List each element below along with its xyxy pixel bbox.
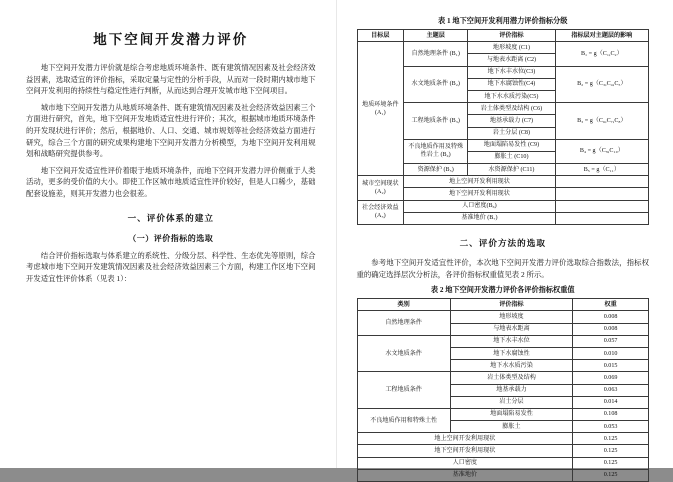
table1-indicator: 地上空间开发利用现状: [404, 176, 556, 188]
table1-effect-blank: [555, 200, 648, 212]
table1-effect: B₅ = g（C₁₁）: [555, 164, 648, 176]
body-paragraph: 结合评价指标选取与体系建立的系统性、分级分层、科学性、生态优先等原则，综合考虑城市地下空间开发建筑情况因素及社会经济效益因素三个方面，构建工作区地下空间开发适宜性评价体系（见表 1）：: [26, 250, 316, 285]
table1-goal-urban: 城市空间现状 (A₂): [357, 176, 404, 200]
table-row: [357, 299, 649, 311]
table2-indicator: 地下空间开发利用现状: [357, 445, 573, 457]
table2-indicator: 地下水水质污染: [450, 360, 572, 372]
table2-indicator: 膨胀土: [450, 421, 572, 433]
table2-indicator: 地形坡度: [450, 311, 572, 323]
table1-caption: 表 1 地下空间开发利用潜力评价指标分级: [357, 16, 650, 26]
table2-weight: 0.010: [573, 347, 649, 359]
table2-header-indicator: 评价指标: [450, 299, 572, 311]
table2-weight: 0.063: [573, 384, 649, 396]
table1-effect: B₂ = g（C₃,C₄,C₅）: [555, 66, 648, 103]
table2-weight: 0.125: [573, 469, 649, 481]
table-row: [357, 445, 649, 457]
table2-indicator: 基准地价: [357, 469, 573, 481]
table2-weight: 0.057: [573, 335, 649, 347]
table1-indicator: 地下水丰水位(C3): [468, 66, 555, 78]
table-row: [357, 30, 649, 42]
table1-effect-blank: [555, 188, 648, 200]
table2-indicator: 地面塌陷易发性: [450, 408, 572, 420]
table1-goal-geology: 地质环境条件 (A₁): [357, 42, 404, 176]
table-row: [357, 469, 649, 481]
table-indicator-classification: [357, 29, 650, 225]
table2-weight: 0.008: [573, 311, 649, 323]
right-page-column: [339, 0, 673, 468]
table1-indicator: 岩土分层 (C8): [468, 127, 555, 139]
table-row: [357, 42, 649, 54]
table1-indicator: 地形坡度 (C1): [468, 42, 555, 54]
table1-theme-hydro: 水文地质条件 (B₂): [404, 66, 468, 103]
table1-effect-blank: [555, 212, 648, 224]
table-row: [357, 433, 649, 445]
table2-weight: 0.125: [573, 457, 649, 469]
table2-weight: 0.125: [573, 445, 649, 457]
table2-weight: 0.053: [573, 421, 649, 433]
table1-indicator: 地下水水质污染(C5): [468, 90, 555, 102]
table1-indicator: 膨胀土 (C10): [468, 151, 555, 163]
table2-indicator: 地下水丰水位: [450, 335, 572, 347]
table1-indicator: 地面塌陷易发性 (C9): [468, 139, 555, 151]
table-row: [357, 200, 649, 212]
table1-theme-engineering: 工程地质条件 (B₃): [404, 103, 468, 140]
table2-indicator: 地基承载力: [450, 384, 572, 396]
table2-weight: 0.008: [573, 323, 649, 335]
table1-header-effect: 指标层对主题层的影响: [555, 30, 648, 42]
table1-indicator: 与地表水距离 (C2): [468, 54, 555, 66]
table2-weight: 0.014: [573, 396, 649, 408]
table2-category: 不良地质作用和特殊土性: [357, 408, 450, 432]
table2-indicator: 地上空间开发利用现状: [357, 433, 573, 445]
table-row: [357, 335, 649, 347]
left-page-column: [0, 0, 336, 468]
table2-weight: 0.125: [573, 433, 649, 445]
table1-header-goal: 目标层: [357, 30, 404, 42]
subsection-heading-1: （一）评价指标的选取: [26, 233, 316, 244]
table-row: [357, 372, 649, 384]
body-paragraph: 地下空间开发适宜性评价着眼于地质环境条件，而地下空间开发潜力评价侧重于人类活动，更多的受价值的大小。即使工作区城市地质适宜性评价较好，但是人口稀少，基础配套设施差，则其开发潜力也会很差。: [26, 165, 316, 200]
table-row: [357, 457, 649, 469]
section-heading-2: 二、评价方法的选取: [357, 237, 650, 249]
body-paragraph: 参考地下空间开发适宜性评价，本次地下空间开发潜力评价选取综合指数法，指标权重的确定选择层次分析法，各评价指标权重值见表 2 所示。: [357, 257, 650, 280]
table-row: [357, 408, 649, 420]
table2-header-category: 类别: [357, 299, 450, 311]
table2-weight: 0.015: [573, 360, 649, 372]
body-paragraph: 城市地下空间开发潜力从地质环境条件、既有建筑情况因素及社会经济效益因素三个方面进行研究，首先，地下空间开发地质适宜性进行评价；其次，根据城市地质环境条件的开发现状进行评价；然后，根据地价、人口、交通、城市规划等社会经济效益方面进行研究，综合三个方面的研究成果构建地下空间开发潜力分析模型，为地下空间开发利用规划和战略研究提供参考。: [26, 102, 316, 160]
page-title: 地下空间开发潜力评价: [26, 28, 316, 48]
table2-header-weight: 权重: [573, 299, 649, 311]
table1-indicator: 地下空间开发利用现状: [404, 188, 556, 200]
table2-caption: 表 2 地下空间开发潜力评价各评价指标权重值: [357, 285, 650, 295]
table1-effect: B₄ = g（C₉,C₁₀）: [555, 139, 648, 163]
table1-header-theme: 主题层: [404, 30, 468, 42]
table1-theme-natural: 自然地理条件 (B₁): [404, 42, 468, 66]
table2-indicator: 人口密度: [357, 457, 573, 469]
body-paragraph: 地下空间开发潜力评价就是综合考虑地质环境条件、既有建筑情况因素及社会经济效益因素，选取适宜的评价指标，采取定量与定性的分析手段，从而对一段时期内城市地下空间开发利用的持续性与稳定性进行判断，从而达到合理开发城市地下空间项目。: [26, 62, 316, 97]
table2-category: 工程地质条件: [357, 372, 450, 409]
table1-effect-blank: [555, 176, 648, 188]
table-indicator-weights: [357, 298, 650, 482]
table1-effect: B₃ = g（C₆,C₇,C₈）: [555, 103, 648, 140]
table1-theme-resource: 资源保护 (B₅): [404, 164, 468, 176]
table1-indicator: 地下水腐蚀性(C4): [468, 78, 555, 90]
table1-header-indicator: 评价指标: [468, 30, 555, 42]
table2-category: 水文地质条件: [357, 335, 450, 372]
table-row: [357, 311, 649, 323]
table1-indicator: 地基承载力 (C7): [468, 115, 555, 127]
table1-effect: B₁ = g（C₁,C₂）: [555, 42, 648, 66]
table2-weight: 0.069: [573, 372, 649, 384]
section-heading-1: 一、评价体系的建立: [26, 212, 316, 224]
table1-indicator: 人口密度(B₆): [404, 200, 556, 212]
table1-indicator: 水资源保护 (C11): [468, 164, 555, 176]
table2-indicator: 与地表水距离: [450, 323, 572, 335]
table-row: [357, 176, 649, 188]
table1-indicator: 岩土体类型及结构 (C6): [468, 103, 555, 115]
table1-theme-adverse: 不良地质作用及特殊性岩土 (B₄): [404, 139, 468, 163]
table1-goal-social: 社会经济效益 (A₃): [357, 200, 404, 224]
table2-weight: 0.108: [573, 408, 649, 420]
table2-indicator: 岩土分层: [450, 396, 572, 408]
table1-indicator: 基准地价 (B₇): [404, 212, 556, 224]
table2-category: 自然地理条件: [357, 311, 450, 335]
table2-indicator: 地下水腐蚀性: [450, 347, 572, 359]
table2-indicator: 岩土体类型及结构: [450, 372, 572, 384]
